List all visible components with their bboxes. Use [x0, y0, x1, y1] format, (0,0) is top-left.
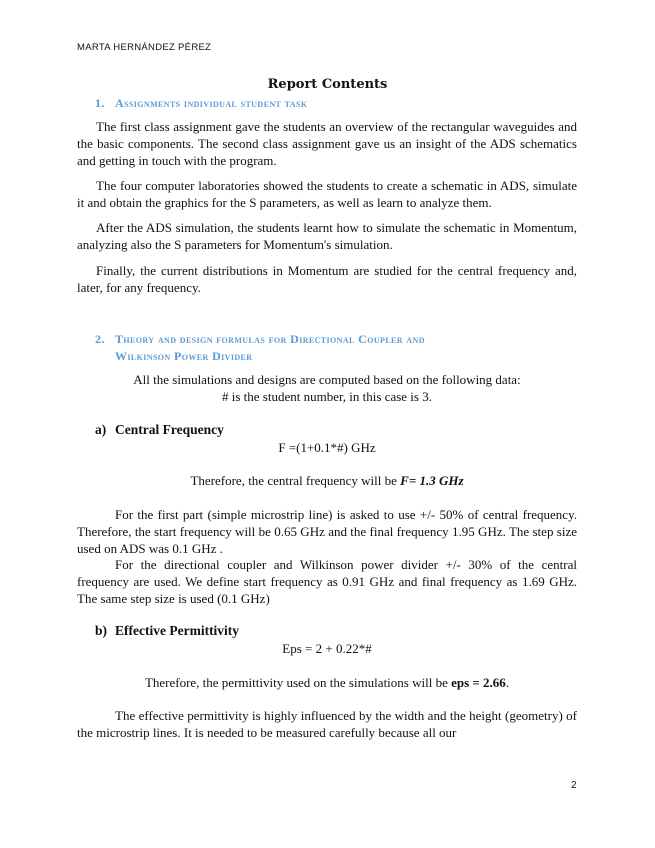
- subsection-b-heading: [95, 623, 239, 639]
- permittivity-formula: Eps = 2 + 0.22*#: [282, 641, 372, 656]
- section-1-title: Assignments individual student task: [115, 96, 308, 110]
- central-frequency-result-text: Therefore, the central frequency will be: [190, 473, 401, 488]
- permittivity-result-text: Therefore, the permittivity used on the simulations will be: [144, 675, 452, 690]
- page-number: 2: [571, 780, 577, 791]
- permittivity-result-period: .: [505, 675, 510, 690]
- permittivity-value: eps = 2.66: [451, 675, 506, 690]
- subsection-b-title: Effective Permittivity: [115, 623, 240, 638]
- section-2-heading: [95, 331, 425, 365]
- section-1-heading: [95, 96, 307, 111]
- section-2-title-line-2: Wilkinson Power Divider: [115, 349, 253, 363]
- central-frequency-value: F= 1.3 GHz: [400, 473, 464, 488]
- subsection-a-heading: [95, 422, 224, 438]
- section-2-number: 2.: [95, 332, 105, 346]
- permittivity-result: [77, 674, 577, 691]
- subsection-a-title: Central Frequency: [115, 422, 224, 437]
- section-2-intro-line-1: All the simulations and designs are computed based on the following data:: [133, 372, 521, 387]
- section-2-intro-line-2: # is the student number, in this case is 3.: [222, 389, 432, 404]
- page-title: Report Contents: [267, 77, 388, 92]
- section-1-number: 1.: [95, 96, 105, 110]
- section-1-paragraph: After the ADS simulation, the students learnt how to simulate the schematic in Momentum, analyzing also the S parameters for Momentum's simulation.: [77, 220, 577, 252]
- section-1-paragraph: Finally, the current distributions in Momentum are studied for the central frequency and, later, for any frequency.: [77, 263, 577, 295]
- subsection-a-paragraph: For the first part (simple microstrip line) is asked to use +/- 50% of central frequency. Therefore, the start frequency will be 0.65 GHz and the final frequency 1.95 GHz. The step size used on ADS was 0.1 GHz .: [77, 507, 577, 556]
- subsection-a-label: a): [95, 422, 107, 437]
- subsection-a-paragraph: For the directional coupler and Wilkinson power divider +/- 30% of the central frequency are used. We define start frequency as 0.91 GHz and final frequency as 1.69 GHz. The same step size is used (0.1 GHz): [77, 557, 577, 606]
- section-2-title-line-1: Theory and design formulas for Directional Coupler and: [115, 332, 425, 346]
- section-1-paragraph: The first class assignment gave the students an overview of the rectangular waveguides and the basic components. The second class assignment gave us an insight of the ADS schematics and getting in touch with the program.: [77, 119, 577, 168]
- central-frequency-formula: F =(1+0.1*#) GHz: [278, 440, 376, 455]
- running-header-author: MARTA HERNÁNDEZ PÉREZ: [77, 42, 212, 53]
- central-frequency-result: [77, 472, 577, 489]
- subsection-b-paragraph: The effective permittivity is highly influenced by the width and the height (geometry) of the microstrip lines. It is needed to be measured carefully because all our: [77, 708, 577, 740]
- subsection-b-label: b): [95, 623, 108, 638]
- section-1-paragraph: The four computer laboratories showed the students to create a schematic in ADS, simulate it and obtain the graphics for the S parameters, as well as learn to analyze them.: [77, 178, 577, 210]
